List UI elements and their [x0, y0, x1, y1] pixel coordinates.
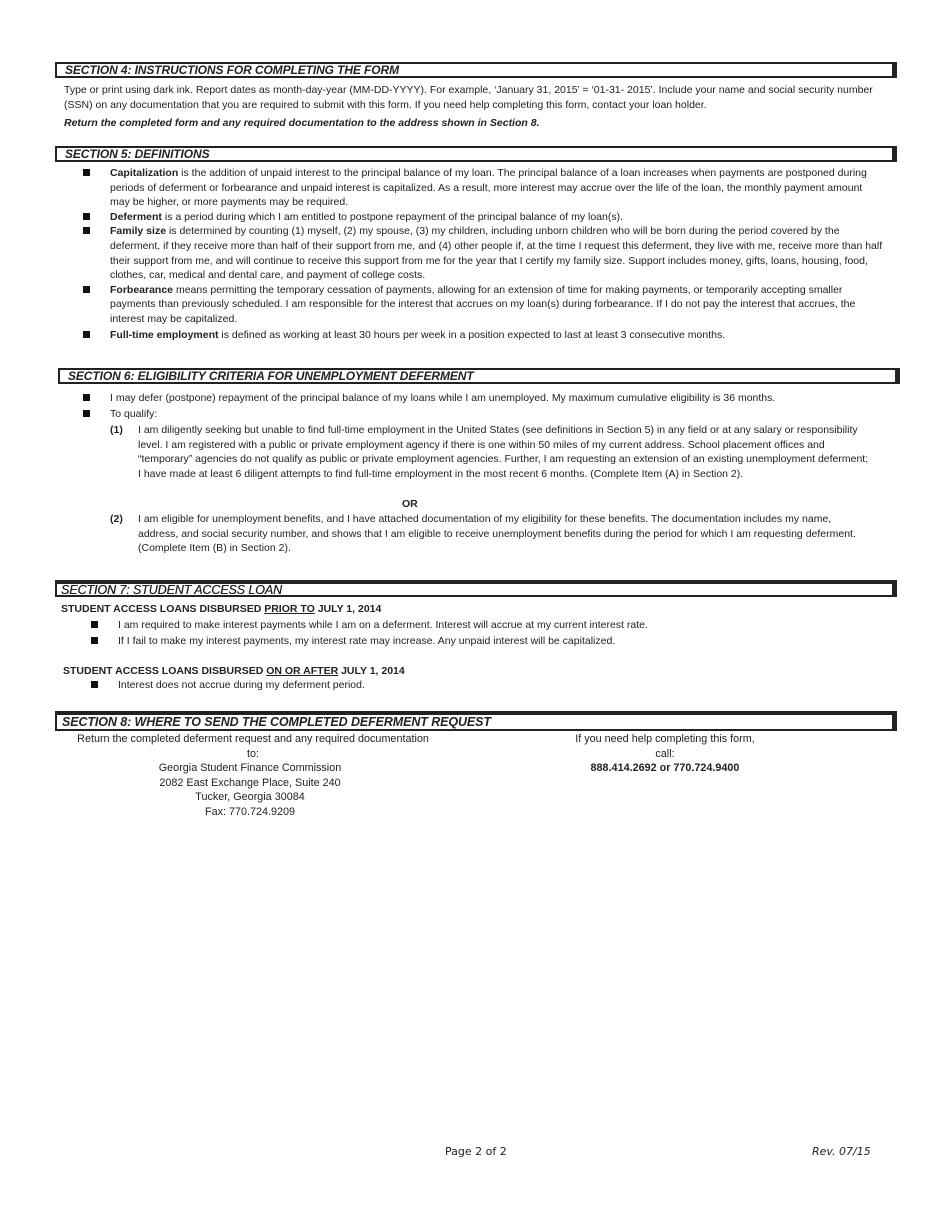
- option-text: “temporary” agencies do not qualify as public or private employment agencies. Further, I am requesting an extension of an existing unemployment deferment;: [138, 453, 869, 466]
- section-7-header: [55, 580, 897, 597]
- definition-text: is determined by counting (1) myself, (2) my spouse, (3) my children, including unborn children who will be born during the period covered by the: [166, 225, 840, 238]
- return-line: Return the completed deferment request and any required documentation to:: [77, 733, 429, 760]
- definition-item: [83, 166, 903, 210]
- definition-term: Capitalization: [110, 167, 179, 179]
- definition-term: Deferment: [110, 210, 162, 223]
- definition-term: Forbearance: [110, 283, 174, 296]
- instruction-line-1: Type or print using dark ink. Report dates as month-day-year (MM-DD-YYYY). For example, ‘January 31, 2015’ = ‘01-31- 2015’. Include your name and social security number: [64, 84, 873, 96]
- bullet-square: [83, 410, 90, 417]
- bullet-square: [83, 331, 90, 338]
- eligibility-bullet: [83, 407, 903, 422]
- definition-item: [83, 210, 903, 225]
- section-4-header: [55, 62, 897, 78]
- student-loan-bullet: [61, 678, 891, 693]
- option-2: [83, 512, 903, 556]
- section-4-body: [64, 83, 904, 131]
- definitions-list: [83, 166, 903, 342]
- definition-item: [83, 224, 903, 282]
- option-text: level. I am registered with a public or private employment agency if there is one within 50 miles of my current address. School placement offices and: [138, 438, 825, 451]
- bullet-square: [83, 213, 90, 220]
- definition-text: means permitting the temporary cessation of payments, allowing for an extension of time for making payments, or temporarily accepting smaller: [173, 283, 843, 296]
- student-loan-bullet: [61, 618, 891, 633]
- revision-date: Rev. 07/15: [812, 1145, 871, 1158]
- or-separator: OR: [402, 497, 418, 510]
- option-2-number: (2): [110, 513, 123, 526]
- definition-text: may be higher, or more payments may be required.: [110, 196, 349, 209]
- section-6-body: [83, 391, 903, 556]
- definition-text: is a period during which I am entitled to postpone repayment of the principal balance of my loan(s).: [161, 210, 624, 223]
- bullet-square: [91, 681, 98, 688]
- bullet-square: [83, 169, 90, 176]
- fax-line: Fax: 770.724.9209: [204, 805, 296, 818]
- bullet-text: If I fail to make my interest payments, my interest rate may increase. Any unpaid interest will be capitalized.: [118, 635, 616, 648]
- bullet-square: [83, 286, 90, 293]
- definition-text: periods of deferment or forbearance and unpaid interest is capitalized. As a result, more interest may accrue over the life of the loan, the monthly payment amount: [110, 181, 863, 194]
- section-5-header: [55, 146, 897, 162]
- definition-text: clothes, car, medical and dental care, and payment of college costs.: [110, 269, 426, 282]
- option-1: [83, 423, 903, 481]
- bullet-text: Interest does not accrue during my deferment period.: [118, 679, 365, 692]
- option-text: address, and social security number, and shows that I am eligible to receive unemployment benefits during the period for which I am requesting deferment.: [138, 527, 856, 540]
- definition-term: Full-time employment: [110, 328, 219, 341]
- bullet-square: [91, 637, 98, 644]
- help-line: If you need help completing this form, call:: [575, 733, 755, 760]
- instruction-line-2: (SSN) on any documentation that you are required to submit with this form. If you need help completing this form, contact your loan holder.: [64, 98, 707, 111]
- option-1-number: (1): [110, 424, 123, 437]
- section-8-title: SECTION 8: WHERE TO SEND THE COMPLETED DEFERMENT REQUEST: [62, 715, 491, 729]
- section-5-title: SECTION 5: DEFINITIONS: [65, 147, 210, 161]
- option-text: (Complete Item (B) in Section 2).: [138, 542, 291, 555]
- section-7-body: [61, 602, 891, 693]
- student-loan-bullet: [61, 634, 891, 649]
- address-line: Tucker, Georgia 30084: [195, 791, 305, 804]
- definition-item: [83, 328, 903, 343]
- definition-text: interest may be capitalized.: [110, 312, 238, 325]
- eligibility-text: I may defer (postpone) repayment of the principal balance of my loans while I am unemployed. My maximum cumulative eligibility is 36 months.: [110, 392, 776, 404]
- loans-prior-heading: STUDENT ACCESS LOANS DISBURSED PRIOR TO JULY 1, 2014: [61, 603, 382, 615]
- bullet-square: [83, 227, 90, 234]
- definition-term: Family size: [110, 225, 167, 238]
- help-contact: [565, 732, 765, 776]
- section-7-title: SECTION 7: STUDENT ACCESS LOAN: [61, 583, 282, 597]
- definition-text: their support from me, and will continue to receive this support from me for the year that I certify my family size. Support includes money, gifts, loans, housing, food,: [110, 254, 868, 267]
- definition-item: [83, 283, 903, 327]
- option-text: I am diligently seeking but unable to find full-time employment in the United States (see definitions in Section 5) in any field or at any salary or responsibility: [138, 424, 858, 437]
- definition-text: payments than previously scheduled. I am responsible for the interest that accrues on my loan(s) during forbearance. If I do not pay the interest that accrues, the: [110, 298, 856, 311]
- eligibility-text: To qualify:: [110, 407, 158, 420]
- section-8-header: [55, 711, 897, 731]
- page-number: Page 2 of 2: [445, 1145, 507, 1158]
- mailing-address: [60, 732, 440, 820]
- definition-text: is the addition of unpaid interest to the principal balance of my loan. The principal balance of a loan increases when payments are postponed during: [178, 167, 867, 179]
- bullet-text: I am required to make interest payments while I am on a deferment. Interest will accrue at my current interest rate.: [118, 618, 648, 631]
- bullet-square: [83, 394, 90, 401]
- help-phone-numbers: 888.414.2692 or 770.724.9400: [590, 762, 740, 775]
- bullet-square: [91, 621, 98, 628]
- section-4-title: SECTION 4: INSTRUCTIONS FOR COMPLETING THE FORM: [65, 63, 399, 77]
- address-line: Georgia Student Finance Commission: [158, 762, 342, 775]
- option-text: I am eligible for unemployment benefits, and I have attached documentation of my eligibility for these benefits. The documentation includes my name,: [138, 513, 832, 526]
- address-line: 2082 East Exchange Place, Suite 240: [159, 776, 341, 789]
- return-instruction: Return the completed form and any required documentation to the address shown in Section 8.: [64, 117, 540, 130]
- eligibility-bullet: [83, 391, 903, 406]
- option-text: I have made at least 6 diligent attempts to find full-time employment in the most recent 6 months. (Complete Item (A) in Section 2).: [138, 467, 744, 480]
- section-6-header: [58, 368, 900, 384]
- definition-text: is defined as working at least 30 hours per week in a position expected to last at least 3 consecutive months.: [218, 328, 726, 341]
- definition-text: deferment, if they receive more than half of their support from me, and (4) other people if, at the time I request this deferment, they live with me, receive more than half: [110, 239, 883, 252]
- section-6-title: SECTION 6: ELIGIBILITY CRITERIA FOR UNEMPLOYMENT DEFERMENT: [68, 369, 474, 383]
- loans-after-heading: STUDENT ACCESS LOANS DISBURSED ON OR AFTER JULY 1, 2014: [63, 664, 405, 677]
